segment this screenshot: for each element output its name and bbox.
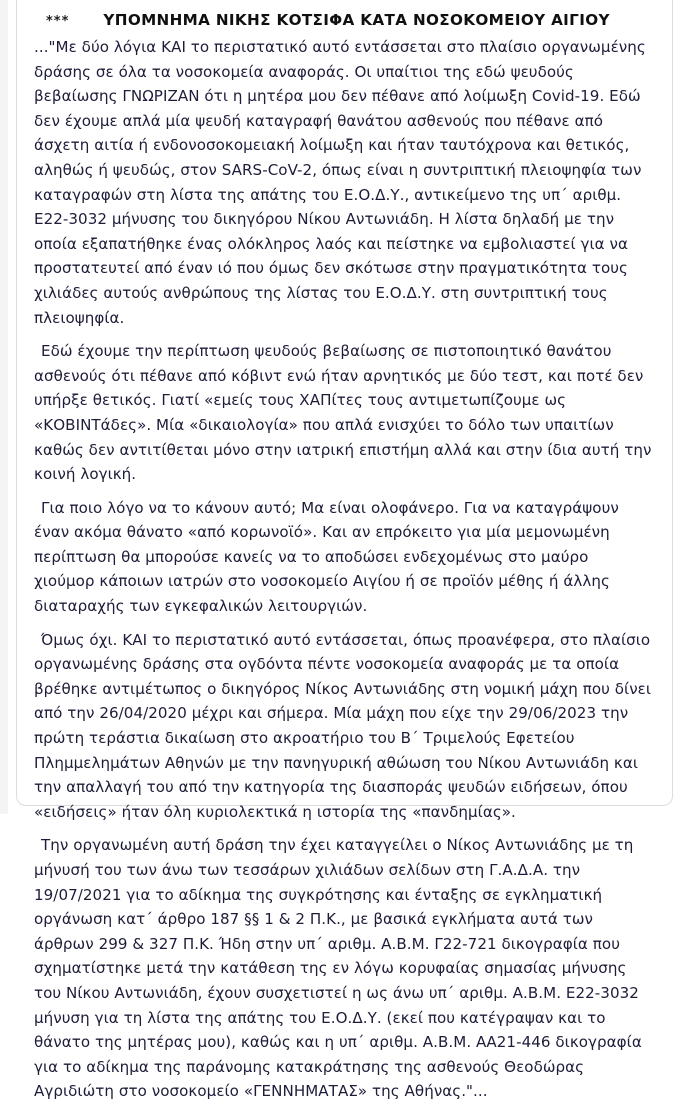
article-card — [16, 0, 673, 1101]
paragraph-1: ..."Με δύο λόγια ΚΑΙ το περιστατικό αυτό εντάσσεται στο πλαίσιο οργανωμένης δράσης σε όλα τα νοσοκομεία αναφοράς. Οι υπαίτιοι της εδώ ψευδούς βεβαίωσης ΓΝΩΡΙΖΑΝ ότι η μητέρα μου δεν πέθανε από λοίμωξη Covid-19. Εδώ δεν έχουμε απλά μία ψευδή καταγραφή θανάτου ασθενούς που πέθανε από άσχετη αιτία ή ενδονοσοκομειακή λοίμωξη και ήταν ταυτόχρονα και θετικός, αληθώς ή ψευδώς, στον SARS-CoV-2, όπως είναι η συντριπτική πλειοψηφία των καταγραφών στη λίστα της απάτης του Ε.Ο.Δ.Υ., αντικείμενο της υπ΄ αριθμ. Ε22-3032 μήνυσης του δικηγόρου Νίκου Αντωνιάδη. Η λίστα δηλαδή με την οποία εξαπατήθηκε ένας ολόκληρος λαός και πείστηκε να εμβολιαστεί για να προστατευτεί από έναν ιό που όμως δεν σκότωσε στην πραγματικότητα τους χιλιάδες αυτούς ανθρώπους της λίστας του Ε.Ο.Δ.Υ. στη συντριπτική τους πλειοψηφία. — [34, 38, 646, 327]
page-left-gutter — [0, 0, 8, 814]
article-inner — [17, 0, 672, 1114]
page-title: ΥΠΟΜΝΗΜΑ ΝΙΚΗΣ ΚΟΤΣΙΦΑ ΚΑΤΑ ΝΟΣΟΚΟΜΕΙΟΥ ΑΙΓΙΟΥ — [103, 11, 610, 29]
paragraph-5: Την οργανωμένη αυτή δράση την έχει καταγγείλει ο Νίκος Αντωνιάδης με τη μήνυσή του των άνω των τεσσάρων χιλιάδων σελίδων στη Γ.Α.Δ.Α. την 19/07/2021 για το αδίκημα της συγκρότησης και ένταξης σε εγκληματική οργάνωση κατ΄ άρθρο 187 §§ 1 & 2 Π.Κ., με βασικά εγκλήματα αυτά των άρθρων 299 & 327 Π.Κ. Ήδη στην υπ΄ αριθμ. Α.Β.Μ. Γ22-721 δικογραφία που σχηματίστηκε μετά την κατάθεση της εν λόγω κορυφαίας σημασίας μήνυσης του Νίκου Αντωνιάδη, έχουν συσχετιστεί η ως άνω υπ΄ αριθμ. Α.Β.Μ. Ε22-3032 μήνυση για τη λίστα της απάτης του Ε.Ο.Δ.Υ. (εκεί που κατέγραψαν και το θάνατο της μητέρας μου), καθώς και η υπ΄ αριθμ. Α.Β.Μ. ΑΑ21-446 δικογραφία για το αδίκημα της παράνομης κατακράτησης της ασθενούς Θεοδώρας Αγριδιώτη στο νοσοκομείο «ΓΕΝΝΗΜΑΤΑΣ» της Αθήνας."... — [34, 836, 642, 1101]
paragraph-2: Εδώ έχουμε την περίπτωση ψευδούς βεβαίωσης σε πιστοποιητικό θανάτου ασθενούς ότι πέθανε από κόβιντ ενώ ήταν αρνητικός με δύο τεστ, και ποτέ δεν υπήρξε θετικός. Γιατί «εμείς τους ΧΑΠίτες τους αντιμετωπίζουμε ως «ΚΟΒΙΝΤάδες». Μία «δικαιολογία» που απλά ενισχύει το δόλο των υπαιτίων καθώς δεν αντιτίθεται μόνο στην ιατρική επιστήμη αλλά και στην ίδια αυτή την κοινή λογική. — [34, 342, 652, 484]
document-body — [34, 35, 652, 1104]
asterisk-separator: *** — [46, 14, 70, 29]
document-header — [34, 8, 652, 29]
paragraph-4: Όμως όχι. ΚΑΙ το περιστατικό αυτό εντάσσεται, όπως προανέφερα, στο πλαίσιο οργανωμένης δράσης στα ογδόντα πέντε νοσοκομεία αναφοράς με τα οποία βρέθηκε αντιμέτωπος ο δικηγόρος Νίκος Αντωνιάδης στη νομική μάχη που δίνει από την 26/04/2020 μέχρι και σήμερα. Μία μάχη που είχε την 29/06/2023 την πρώτη τεράστια δικαίωση στο ακροατήριο του Β΄ Τριμελούς Εφετείου Πλημμελημάτων Αθηνών με την πανηγυρική αθώωση του Νίκου Αντωνιάδη και την απαλλαγή του από την κατηγορία της διασποράς ψευδών ειδήσεων, όπου «ειδήσεις» ήταν όλη κυριολεκτικά η ιστορία της «πανδημίας». — [34, 630, 652, 821]
paragraph-3: Για ποιο λόγο να το κάνουν αυτό; Μα είναι ολοφάνερο. Για να καταγράψουν έναν ακόμα θάνατο «από κορωνοϊό». Και αν επρόκειτο για μία μεμονωμένη περίπτωση θα μπορούσε κανείς να το αποδώσει ενδεχομένως στο μαύρο χιούμορ κάποιων ιατρών στο νοσοκομείο Αιγίου ή σε προϊόν μέθης ή άλλης διαταραχής των εγκεφαλικών λειτουργιών. — [34, 498, 619, 616]
